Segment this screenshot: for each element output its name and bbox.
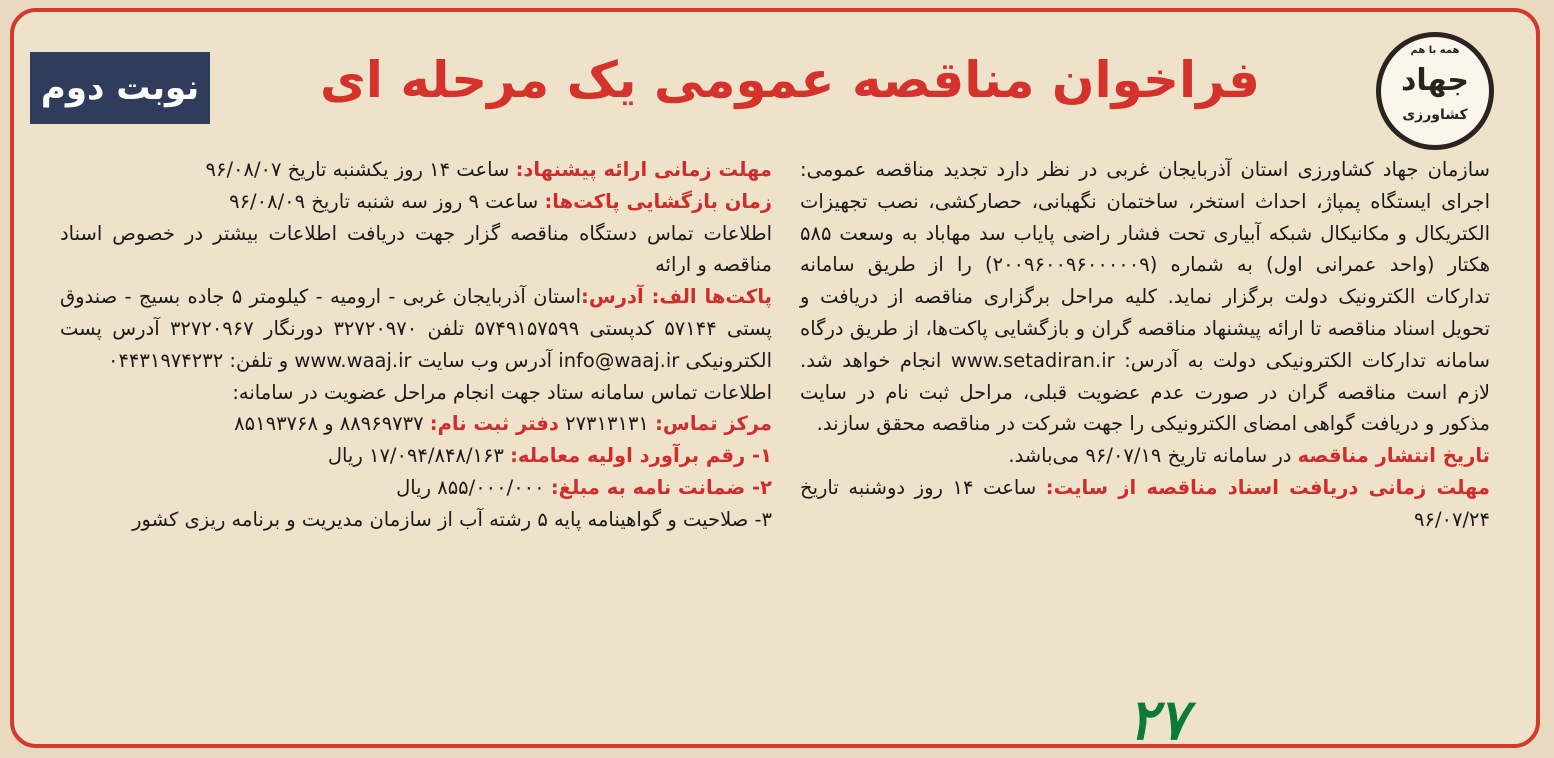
setad-contact: اطلاعات تماس سامانه ستاد جهت انجام مراحل عضویت در سامانه:: [232, 380, 772, 404]
intro-paragraph: سازمان جهاد کشاورزی استان آذربایجان غربی در نظر دارد تجدید مناقصه عمومی: اجرای ایستگاه پمپاژ، احداث استخر، ساختمان نگهبانی، حصارکشی، نصب تجهیزات الکتریکال و مکانیکال شبکه آبیاری تحت فشار راضی پایاب سد مهاباد به وسعت ۵۸۵ هکتار (واحد عمرانی اول) به شماره (۲۰۰۹۶۰۰۹۶۰۰۰۰۰۹) را از طریق سامانه تدارکات الکترونیک دولت برگزار نماید. کلیه مراحل برگزاری مناقصه از دریافت و تحویل اسناد مناقصه تا ارائه پیشنهاد مناقصه گران و بازگشایی پاکت‌ها، از طریق درگاه سامانه تدارکات الکترونیکی دولت به آدرس: www.setadiran.ir انجام خواهد شد. لازم است مناقصه گران در صورت عدم عضویت قبلی، مراحل ثبت نام در سایت مذکور و دریافت گواهی امضای الکترونیکی را جهت شرکت در مناقصه محقق سازند.: [800, 158, 1490, 436]
call-center-label: مرکز تماس:: [655, 412, 772, 436]
guarantee-value: ۸۵۵/۰۰۰/۰۰۰ ریال: [396, 475, 551, 499]
registration-office-numbers: ۸۸۹۶۹۷۳۷ و ۸۵۱۹۳۷۶۸: [234, 412, 430, 436]
opening-text: ساعت ۹ روز سه شنبه تاریخ ۹۶/۰۸/۰۹: [229, 189, 545, 213]
guarantee-label: ۲- ضمانت نامه به مبلغ:: [550, 475, 772, 499]
page-title: فراخوان مناقصه عمومی یک مرحله ای: [319, 51, 1260, 109]
docs-deadline: [800, 472, 1490, 536]
call-center: [60, 408, 772, 440]
logo-bottom-text: کشاورزی: [1402, 107, 1468, 123]
offer-label: مهلت زمانی ارائه پیشنهاد:: [515, 158, 772, 181]
publish-date: [800, 440, 1490, 472]
estimate-label: ۱- رقم برآورد اولیه معامله:: [510, 444, 772, 468]
estimate-item: [60, 440, 772, 472]
address: [60, 281, 772, 376]
opening-label: زمان بازگشایی پاکت‌ها:: [544, 189, 772, 213]
docs-text: ساعت ۱۴ روز دوشنبه تاریخ ۹۶/۰۷/۲۴: [800, 475, 1490, 531]
left-column: [60, 154, 772, 536]
guarantee-item: [60, 472, 772, 504]
docs-label: مهلت زمانی دریافت اسناد مناقصه از سایت:: [1045, 475, 1490, 499]
registration-office-label: دفتر ثبت نام:: [429, 412, 559, 436]
right-column: [800, 154, 1490, 536]
contact-info: اطلاعات تماس دستگاه مناقصه گزار جهت دریافت اطلاعات بیشتر در خصوص اسناد مناقصه و ارائه: [60, 221, 772, 277]
logo-top-text: همه با هم: [1410, 45, 1460, 56]
address-text: استان آذربایجان غربی - ارومیه - کیلومتر ۵ جاده بسیج - صندوق پستی ۵۷۱۴۴ کدپستی ۵۷۴۹۱۵۷۵۹۹ تلفن ۳۲۷۲۰۹۷۰ دورنگار ۳۲۷۲۰۹۶۷ آدرس پست الکترونیکی info@waaj.ir آدرس وب سایت www.waaj.ir و تلفن: ۰۴۴۳۱۹۷۴۲۳۲: [60, 285, 772, 372]
call-center-number: ۲۷۳۱۳۱۳۱: [558, 412, 656, 436]
offer-text: ساعت ۱۴ روز یکشنبه تاریخ ۹۶/۰۸/۰۷: [205, 158, 516, 181]
address-label: پاکت‌ها الف: آدرس:: [581, 285, 772, 309]
qualification-item: ۳- صلاحیت و گواهینامه پایه ۵ رشته آب از سازمان مدیریت و برنامه ریزی کشور: [132, 507, 772, 531]
handwritten-page-number: ۲۷: [1125, 687, 1201, 753]
publish-text: در سامانه تاریخ ۹۶/۰۷/۱۹ می‌باشد.: [1008, 444, 1298, 468]
jahad-logo: [1376, 32, 1494, 150]
logo-main-text: جهاد: [1400, 63, 1470, 98]
offer-deadline: [60, 154, 772, 186]
opening-time: [60, 186, 772, 218]
publish-label: تاریخ انتشار مناقصه: [1297, 444, 1490, 468]
estimate-value: ۱۷/۰۹۴/۸۴۸/۱۶۳ ریال: [327, 444, 511, 468]
round-badge: نوبت دوم: [30, 52, 210, 124]
